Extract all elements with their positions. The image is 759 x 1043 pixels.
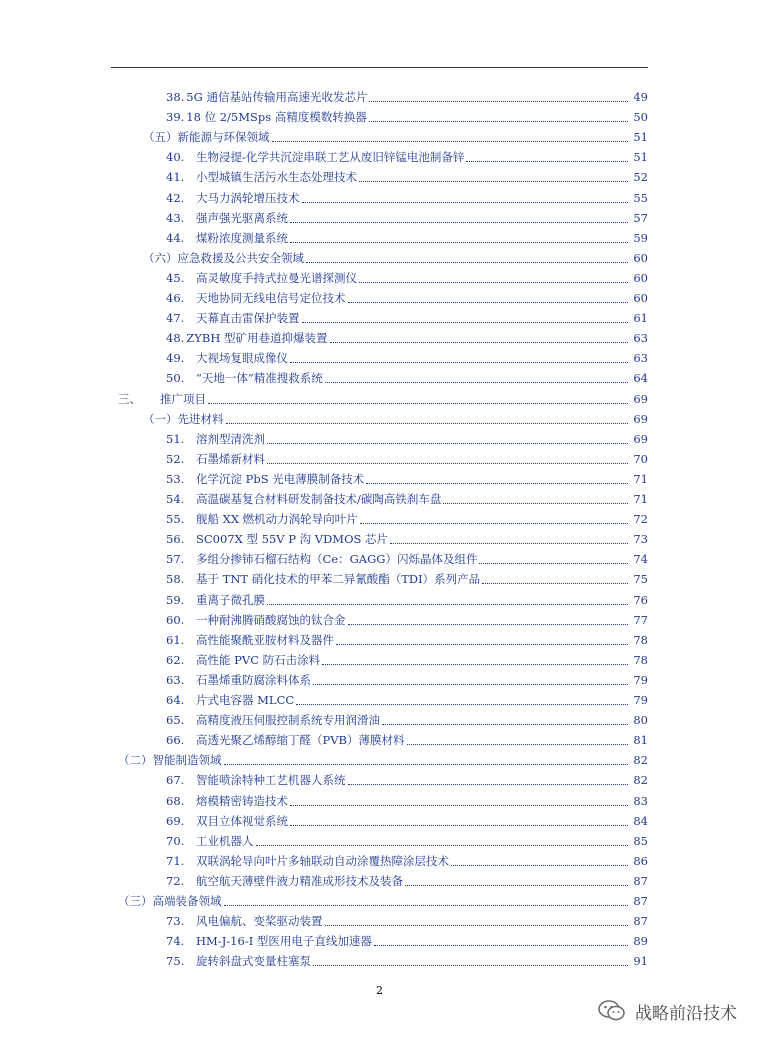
dot-leader [322, 664, 628, 665]
toc-entry-title: 生物浸提-化学共沉淀串联工艺从废旧锌锰电池制备锌 [196, 150, 465, 165]
toc-entry-page: 87 [633, 914, 648, 929]
toc-entry-title: 高端装备领域 [152, 894, 222, 908]
toc-entry[interactable] [166, 911, 648, 931]
toc-entry-number: 三、 [118, 391, 141, 406]
toc-entry[interactable] [166, 429, 648, 449]
toc-entry-number: 71. [166, 853, 185, 868]
toc-entry-page: 84 [633, 813, 648, 828]
toc-entry-number: 59. [166, 592, 185, 607]
toc-entry-page: 63 [633, 331, 648, 346]
toc-entry-number: 63. [166, 672, 185, 687]
toc-entry[interactable] [166, 630, 648, 650]
toc-entry-number: 55. [166, 512, 185, 527]
page-number: 2 [376, 984, 383, 997]
toc-entry-page: 59 [633, 230, 648, 245]
toc-entry-page: 60 [633, 291, 648, 305]
toc-entry-title: 5G 通信基站传输用高速光收发芯片 [186, 90, 368, 104]
toc-entry-title: 片式电容器 MLCC [196, 693, 295, 707]
toc-entry-page: 51 [633, 150, 648, 165]
toc-entry-title: 石墨烯新材料 [196, 451, 265, 466]
toc-entry-title: 推广项目 [160, 391, 206, 406]
dot-leader [348, 784, 629, 785]
toc-entry[interactable] [166, 288, 648, 308]
toc-entry-title: 小型城镇生活污水生态处理技术 [196, 170, 357, 185]
toc-entry-title: 多组分掺铈石榴石结构（Ce：GAGG）闪烁晶体及组件 [196, 552, 478, 567]
toc-entry[interactable] [166, 590, 648, 610]
toc-entry[interactable] [166, 871, 648, 891]
dot-leader [272, 141, 629, 142]
toc-entry-title: 舰船 XX 燃机动力涡轮导向叶片 [196, 512, 358, 527]
toc-entry-page: 85 [633, 833, 648, 848]
toc-entry-number: 39. [166, 110, 185, 125]
dot-leader [224, 905, 629, 906]
toc-entry-title: 先进材料 [177, 411, 224, 426]
toc-entry-page: 73 [633, 532, 648, 547]
toc-entry-number: 40. [166, 150, 185, 165]
toc-entry-page: 78 [633, 632, 648, 647]
toc-entry-number: 75. [166, 954, 185, 969]
toc-entry-page: 75 [633, 572, 648, 587]
toc-entry-title: 智能制造领域 [152, 753, 222, 768]
toc-entry-title: 双目立体视觉系统 [196, 813, 288, 828]
dot-leader [348, 624, 629, 625]
toc-entry-number: 53. [166, 471, 185, 486]
toc-entry-title: 应急救援及公共安全领域 [177, 250, 304, 265]
toc-entry[interactable] [166, 791, 648, 811]
toc-entry[interactable] [166, 268, 648, 288]
dot-leader [313, 965, 628, 966]
toc-entry-number: 58. [166, 572, 185, 587]
toc-entry-title: 煤粉浓度测量系统 [196, 230, 288, 245]
toc-entry-number: 50. [166, 371, 185, 386]
wechat-watermark [597, 998, 737, 1024]
toc-entry-title: 智能喷涂特种工艺机器人系统 [196, 773, 346, 788]
toc-entry-page: 78 [633, 652, 648, 667]
toc-entry-title: 新能源与环保领域 [177, 130, 270, 145]
toc-entry-number: 67. [166, 773, 185, 788]
dot-leader [407, 744, 629, 745]
wechat-icon [597, 999, 627, 1023]
toc-entry-number: 54. [166, 492, 185, 506]
toc-entry-number: 51. [166, 431, 185, 446]
toc-entry[interactable] [166, 489, 648, 509]
toc-entry[interactable] [166, 549, 648, 569]
toc-entry-title: SC007X 型 55V P 沟 VDMOS 芯片 [196, 532, 389, 547]
toc-entry-page: 91 [633, 954, 648, 969]
dot-leader [330, 342, 628, 343]
toc-entry-page: 79 [633, 693, 648, 707]
dot-leader [306, 262, 628, 263]
dot-leader [348, 302, 629, 303]
dot-leader [390, 543, 628, 544]
toc-entry-number: 61. [166, 632, 185, 647]
dot-leader [302, 202, 629, 203]
toc-entry[interactable] [143, 248, 648, 268]
toc-entry-number: 41. [166, 170, 185, 185]
dot-leader [382, 724, 628, 725]
toc-entry-number: 48. [166, 331, 185, 346]
toc-entry[interactable] [166, 348, 648, 368]
toc-entry-page: 83 [633, 793, 648, 808]
toc-entry[interactable] [166, 228, 648, 248]
toc-entry[interactable] [166, 87, 648, 107]
toc-entry[interactable] [166, 328, 648, 348]
toc-entry-page: 71 [633, 471, 648, 486]
toc-entry-page: 80 [633, 713, 648, 728]
toc-entry-page: 87 [633, 873, 648, 888]
toc-entry-number: 56. [166, 532, 185, 547]
toc-entry-page: 74 [633, 552, 648, 567]
toc-entry-number: 44. [166, 230, 185, 245]
toc-entry-number: 64. [166, 693, 185, 707]
toc-entry-title: 大视场复眼成像仪 [196, 351, 288, 366]
toc-entry[interactable] [166, 469, 648, 489]
toc-entry[interactable] [143, 409, 648, 429]
toc-entry-number: 73. [166, 914, 185, 929]
toc-entry-title: 高透光聚乙烯醇缩丁醛（PVB）薄膜材料 [196, 733, 405, 748]
toc-entry-title: 工业机器人 [196, 833, 254, 848]
dot-leader [296, 704, 628, 705]
toc-entry-page: 69 [633, 431, 648, 446]
dot-leader [224, 764, 629, 765]
toc-entry-number: 69. [166, 813, 185, 828]
toc-entry-page: 52 [633, 170, 648, 185]
toc-entry[interactable] [166, 730, 648, 750]
dot-leader [290, 222, 628, 223]
toc-entry-title: “天地一体”精准搜救系统 [196, 371, 323, 386]
toc-entry[interactable] [166, 931, 648, 951]
toc-entry-page: 60 [633, 270, 648, 285]
toc-entry-title: 天地协同无线电信号定位技术 [196, 291, 346, 305]
toc-entry-title: 大马力涡轮增压技术 [196, 190, 300, 205]
dot-leader [290, 362, 628, 363]
dot-leader [479, 563, 628, 564]
toc-entry-title: 天幕直击雷保护装置 [196, 311, 300, 326]
dot-leader [336, 644, 628, 645]
toc-entry-title: 高性能 PVC 防石击涂料 [196, 652, 321, 667]
toc-entry[interactable] [166, 308, 648, 328]
toc-entry[interactable] [166, 569, 648, 589]
toc-entry-number: 74. [166, 934, 185, 949]
toc-entry-page: 82 [633, 753, 648, 768]
dot-leader [267, 443, 628, 444]
toc-entry-title: 高性能聚酰亚胺材料及器件 [196, 632, 334, 647]
dot-leader [267, 463, 628, 464]
toc-entry-title: 基于 TNT 硝化技术的甲苯二异氰酸酯（TDI）系列产品 [196, 572, 481, 587]
toc-entry-title: HM-J-16-I 型医用电子直线加速器 [196, 934, 372, 949]
toc-entry[interactable] [166, 951, 648, 971]
dot-leader [290, 825, 628, 826]
toc-entry-title: 熔模精密铸造技术 [196, 793, 288, 808]
toc-entry-number: 45. [166, 270, 185, 285]
toc-entry[interactable] [166, 509, 648, 529]
toc-entry-page: 76 [633, 592, 648, 607]
toc-entry-page: 81 [633, 733, 648, 748]
toc-entry-number: 72. [166, 873, 185, 888]
toc-entry-page: 55 [633, 190, 648, 205]
toc-entry[interactable] [166, 368, 648, 388]
toc-entry[interactable] [118, 389, 648, 409]
dot-leader [290, 805, 628, 806]
toc-entry[interactable] [166, 770, 648, 790]
toc-entry[interactable] [166, 710, 648, 730]
toc-entry[interactable] [166, 188, 648, 208]
toc-entry-page: 70 [633, 451, 648, 466]
toc-entry[interactable] [166, 670, 648, 690]
dot-leader [226, 423, 629, 424]
toc-entry[interactable] [166, 610, 648, 630]
toc-entry-title: 石墨烯重防腐涂料体系 [196, 672, 311, 687]
toc-entry-title: 高精度液压伺服控制系统专用润滑油 [196, 713, 380, 728]
toc-entry-number: （一） [143, 411, 178, 426]
dot-leader [443, 503, 628, 504]
toc-entry-number: （二） [118, 753, 153, 768]
toc-entry-page: 69 [633, 391, 648, 406]
watermark-text: 战略前沿技术 [635, 1003, 737, 1024]
toc-entry-page: 60 [633, 250, 648, 265]
toc-entry[interactable] [166, 449, 648, 469]
toc-entry-number: 46. [166, 291, 185, 305]
toc-entry-title: 一种耐沸腾硝酸腐蚀的钛合金 [196, 612, 346, 627]
toc-entry-page: 63 [633, 351, 648, 366]
toc-entry[interactable] [166, 690, 648, 710]
toc-entry-title: 化学沉淀 PbS 光电薄膜制备技术 [196, 471, 365, 486]
toc-entry-number: 62. [166, 652, 185, 667]
toc-entry-page: 69 [633, 411, 648, 426]
dot-leader [359, 282, 628, 283]
toc-entry[interactable] [166, 167, 648, 187]
toc-entry[interactable] [118, 750, 648, 770]
toc-entry[interactable] [166, 831, 648, 851]
toc-entry-title: 风电偏航、变桨驱动装置 [196, 914, 323, 929]
toc-entry-number: 42. [166, 190, 185, 205]
toc-entry-title: 高温碳基复合材料研发制备技术/碳陶高铁刹车盘 [196, 492, 442, 506]
dot-leader [302, 322, 629, 323]
toc-entry-number: 70. [166, 833, 185, 848]
toc-entry[interactable] [166, 147, 648, 167]
dot-leader [482, 583, 628, 584]
toc-entry-page: 72 [633, 512, 648, 527]
dot-leader [290, 242, 628, 243]
toc-entry-title: 双联涡轮导向叶片多轴联动自动涂覆热障涂层技术 [196, 853, 449, 868]
toc-entry-number: （三） [118, 894, 153, 908]
dot-leader [208, 403, 628, 404]
toc-entry-number: 68. [166, 793, 185, 808]
toc-entry-page: 86 [633, 853, 648, 868]
dot-leader [466, 161, 628, 162]
dot-leader [325, 382, 628, 383]
dot-leader [360, 523, 628, 524]
toc-entry[interactable] [166, 650, 648, 670]
toc-entry-page: 82 [633, 773, 648, 788]
toc-entry-number: 43. [166, 210, 185, 225]
toc-entry-title: 航空航天薄壁件液力精准成形技术及装备 [196, 873, 403, 888]
toc-entry-number: 57. [166, 552, 185, 567]
toc-entry-page: 49 [633, 90, 648, 104]
toc-entry-number: 65. [166, 713, 185, 728]
toc-entry-title: 高灵敏度手持式拉曼光谱探测仪 [196, 270, 357, 285]
toc-entry-title: 溶剂型清洗剂 [196, 431, 265, 446]
toc-entry-page: 61 [633, 311, 648, 326]
toc-entry[interactable] [118, 891, 648, 911]
dot-leader [369, 121, 628, 122]
toc-entry[interactable] [166, 208, 648, 228]
toc-entry-page: 87 [633, 894, 648, 908]
dot-leader [359, 181, 628, 182]
toc-entry-page: 50 [633, 110, 648, 125]
toc-entry-title: ZYBH 型矿用巷道抑爆装置 [186, 331, 328, 346]
dot-leader [313, 684, 628, 685]
toc-entry-title: 强声强光驱离系统 [196, 210, 288, 225]
dot-leader [405, 885, 628, 886]
dot-leader [325, 925, 629, 926]
toc-entry-page: 77 [633, 612, 648, 627]
dot-leader [366, 483, 628, 484]
toc-entry[interactable] [166, 107, 648, 127]
toc-entry[interactable] [143, 127, 648, 147]
toc-entry-number: 66. [166, 733, 185, 748]
toc-entry-page: 51 [633, 130, 648, 145]
toc-entry[interactable] [166, 851, 648, 871]
toc-entry-number: 60. [166, 612, 185, 627]
dot-leader [369, 101, 628, 102]
toc-entry-number: （六） [143, 250, 178, 265]
toc-entry-title: 重离子微孔膜 [196, 592, 265, 607]
toc-entry-number: 38. [166, 90, 185, 104]
dot-leader [451, 865, 628, 866]
toc-entry-number: 52. [166, 451, 185, 466]
toc-entry-number: （五） [143, 130, 178, 145]
toc-entry-number: 49. [166, 351, 185, 366]
toc-entry-page: 57 [633, 210, 648, 225]
header-rule [111, 67, 648, 68]
toc-entry-title: 18 位 2/5MSps 高精度模数转换器 [186, 110, 367, 125]
toc-entry-title: 旋转斜盘式变量柱塞泵 [196, 954, 311, 969]
dot-leader [256, 845, 629, 846]
toc-entry-page: 71 [633, 492, 648, 506]
toc-entry-page: 89 [633, 934, 648, 949]
toc-entry-page: 79 [633, 672, 648, 687]
dot-leader [267, 604, 628, 605]
toc-entry[interactable] [166, 529, 648, 549]
toc-entry[interactable] [166, 811, 648, 831]
toc-entry-page: 64 [633, 371, 648, 386]
dot-leader [374, 945, 628, 946]
toc-entry-number: 47. [166, 311, 185, 326]
